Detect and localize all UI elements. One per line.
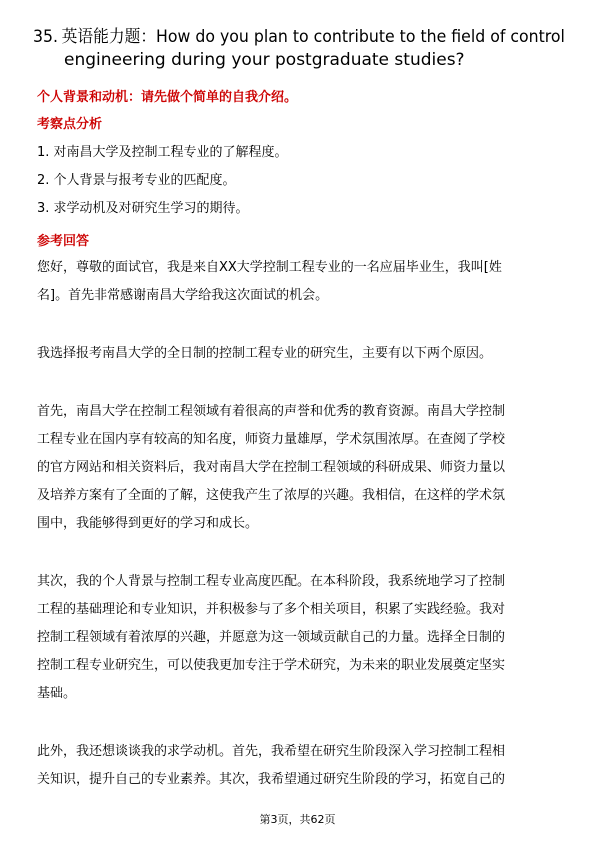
answer-line: 我选择报考南昌大学的全日制的控制工程专业的研究生，主要有以下两个原因。 — [37, 346, 493, 361]
answer-line: 首先，南昌大学在控制工程领域有着很高的声誉和优秀的教育资源。南昌大学控制 — [37, 404, 506, 419]
answer-line: 工程的基础理论和专业知识，并积极参与了多个相关项目，积累了实践经验。我对 — [37, 602, 506, 617]
question-number: 35. — [33, 27, 59, 47]
answer-line: 基础。 — [37, 686, 77, 701]
answer-line: 控制工程领域有着浓厚的兴趣，并愿意为这一领域贡献自己的力量。选择全日制的 — [37, 630, 506, 645]
answer-title: 参考回答 — [37, 234, 90, 249]
answer-line: 此外，我还想谈谈我的求学动机。首先，我希望在研究生阶段深入学习控制工程相 — [37, 744, 506, 759]
answer-line: 控制工程专业研究生，可以使我更加专注于学术研究，为未来的职业发展奠定坚实 — [37, 658, 506, 673]
question-text-line-1: 英语能力题：How do you plan to contribute to the field of control — [61, 27, 565, 47]
answer-line: 其次，我的个人背景与控制工程专业高度匹配。在本科阶段，我系统地学习了控制 — [37, 574, 506, 589]
question-text-line-2: engineering during your postgraduate studies? — [64, 50, 465, 70]
analysis-title: 考察点分析 — [37, 117, 103, 132]
section-heading: 个人背景和动机：请先做个简单的自我介绍。 — [37, 90, 298, 105]
answer-line: 关知识，提升自己的专业素养。其次，我希望通过研究生阶段的学习，拓宽自己的 — [37, 772, 506, 787]
analysis-item: 1. 对南昌大学及控制工程专业的了解程度。 — [37, 145, 288, 160]
answer-line: 的官方网站和相关资料后，我对南昌大学在控制工程领域的科研成果、师资力量以 — [37, 460, 506, 475]
answer-line: 工程专业在国内享有较高的知名度，师资力量雄厚，学术氛围浓厚。在查阅了学校 — [37, 432, 506, 447]
page-footer: 第3页，共62页 — [259, 813, 336, 826]
question-heading — [33, 26, 565, 48]
analysis-item: 3. 求学动机及对研究生学习的期待。 — [37, 201, 249, 216]
answer-line: 围中，我能够得到更好的学习和成长。 — [37, 516, 259, 531]
answer-line: 名]。首先非常感谢南昌大学给我这次面试的机会。 — [37, 288, 329, 303]
answer-line: 及培养方案有了全面的了解，这使我产生了浓厚的兴趣。我相信，在这样的学术氛 — [37, 488, 506, 503]
analysis-item: 2. 个人背景与报考专业的匹配度。 — [37, 173, 236, 188]
answer-line: 您好，尊敬的面试官，我是来自XX大学控制工程专业的一名应届毕业生，我叫[姓 — [37, 260, 502, 275]
